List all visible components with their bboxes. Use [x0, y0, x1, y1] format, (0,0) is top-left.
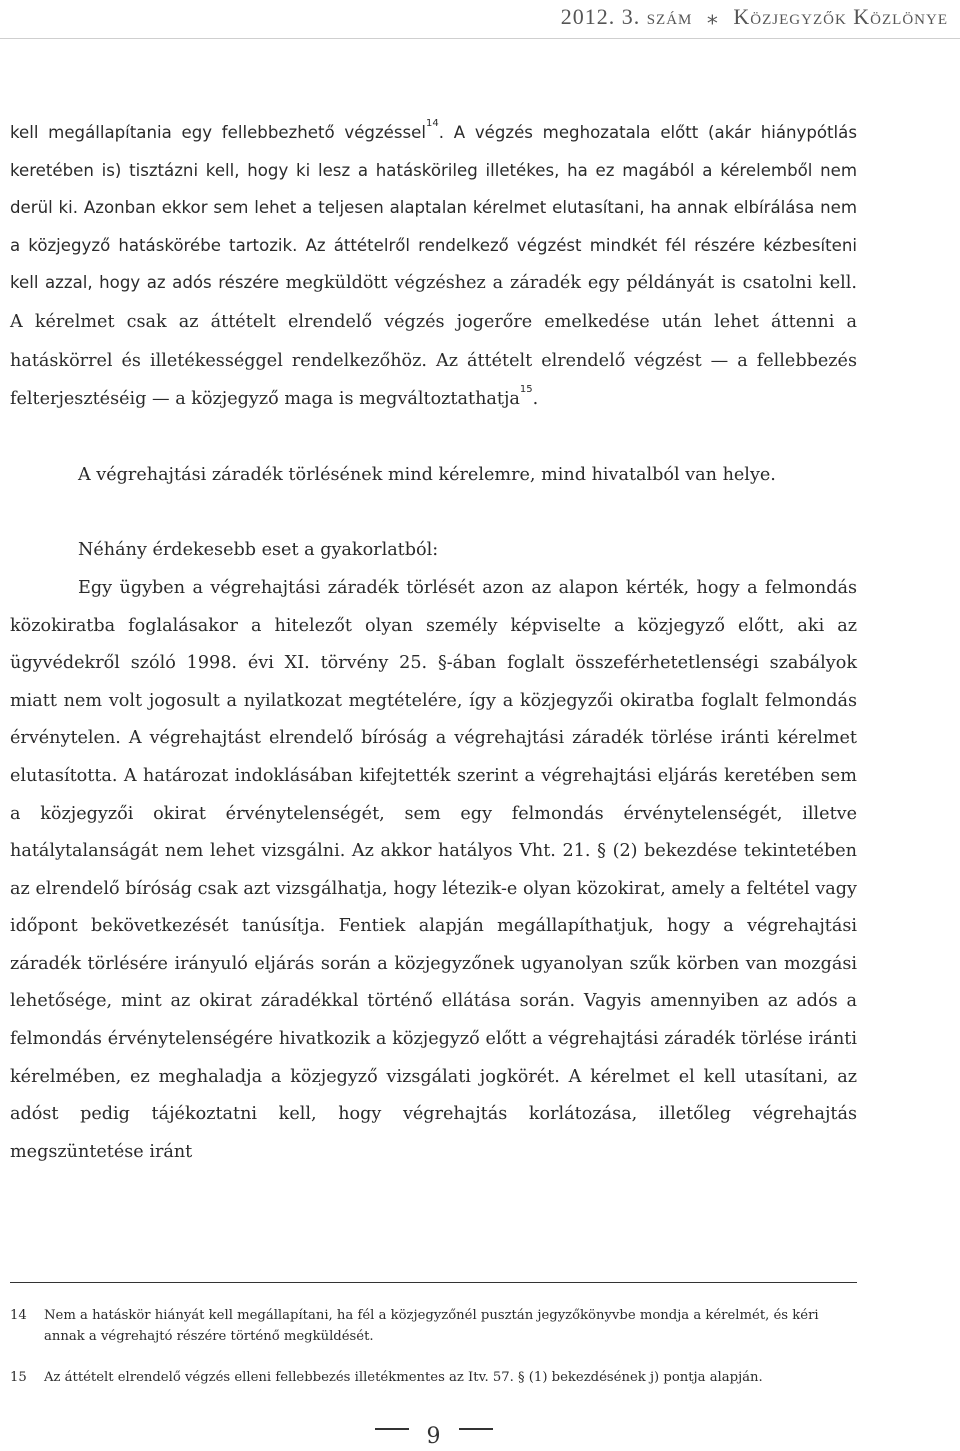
header-separator-star: ⁎	[706, 4, 719, 29]
footnote-text: Nem a hatáskör hiányát kell megállapítani, ha fél a közjegyzőnél pusztán jegyzőkönyvbe mondja a kérelmét, és kéri annak a végrehajtó részére történő megküldését.	[44, 1308, 819, 1344]
paragraph-1	[10, 114, 857, 419]
footnote-number: 14	[10, 1308, 27, 1323]
footnote-text: Az áttételt elrendelő végzés elleni fellebbezés illetékmentes az Itv. 57. § (1) bekezdésének j) pontja alapján.	[44, 1370, 763, 1385]
page-number	[0, 1424, 867, 1449]
footnote-15	[10, 1367, 860, 1388]
paragraph-1-part-3: megküldött végzéshez a záradék egy példányát is csatolni kell. A kérelmet csak az áttételt elrendelő végzés jogerőre emelkedése után lehet áttenni a hatáskörrel és illetékességgel rendelkezőhöz. Az áttételt elrendelő végzést — a fellebbezés felterjesztéséig — a közjegyző maga is megváltoztathatja	[10, 273, 857, 410]
section-heading: Néhány érdekesebb eset a gyakorlatból:	[78, 540, 439, 561]
footnote-number: 15	[10, 1370, 27, 1385]
footnote-ref-15[interactable]: 15	[519, 384, 533, 396]
page-number-value: 9	[426, 1424, 441, 1449]
running-header	[561, 4, 948, 30]
footnotes	[10, 1305, 860, 1408]
footnote-14	[10, 1305, 860, 1347]
footnote-rule	[10, 1282, 857, 1283]
footnote-ref-14[interactable]: 14	[425, 118, 439, 129]
paragraph-1-end: .	[532, 389, 539, 410]
paragraph-2: A végrehajtási záradék törlésének mind kérelemre, mind hivatalból van helye.	[78, 464, 776, 485]
paragraph-1-part-2: . A végzés meghozatala előtt (akár hiánypótlás keretében is) tisztázni kell, hogy ki lesz a hatáskörileg illetékes, ha ez magából a kérelemből nem derül ki. Azonban ekkor sem lehet a teljesen alaptalan kérelmet elutasítani, ha annak elbírálása nem a közjegyző hatáskörébe tartozik. Az áttételről rendelkező végzést mindkét fél részére kézbesíteni kell azzal, hogy az adós részére	[10, 123, 857, 293]
header-rule	[0, 38, 960, 39]
header-issue: 2012. 3.	[560, 4, 641, 29]
body-text	[10, 114, 857, 1171]
paragraph-1-part-1: kell megállapítania egy fellebbezhető végzéssel	[10, 123, 426, 142]
page-number-dash-right	[459, 1428, 493, 1430]
header-journal-title: Közjegyzők Közlönye	[733, 4, 948, 29]
header-szam: szám	[646, 4, 693, 29]
page-number-dash-left	[375, 1428, 409, 1430]
paragraph-4: Egy ügyben a végrehajtási záradék törlését azon az alapon kérték, hogy a felmondás közokiratba foglalásakor a hitelezőt olyan személy képviselte a közjegyző előtt, aki az ügyvédekről szóló 1998. évi XI. törvény 25. §-ában foglalt összeférhetetlenségi szabályok miatt nem volt jogosult a nyilatkozat megtételére, így a közjegyzői okiratba foglalt felmondás érvénytelen. A végrehajtást elrendelő bíróság a végrehajtási záradék törlése iránti kérelmet elutasította. A határozat indoklásában kifejtették szerint a végrehajtási eljárás keretében sem a közjegyzői okirat érvénytelenségét, sem egy felmondás érvénytelenségét, illetve hatálytalanságát nem lehet vizsgálni. Az akkor hatályos Vht. 21. § (2) bekezdése tekintetében az elrendelő bíróság csak azt vizsgálhatja, hogy létezik-e olyan közokirat, amely a feltétel vagy időpont bekövetkezését tanúsítja. Fentiek alapján megállapíthatjuk, hogy a végrehajtási záradék törlésére irányuló eljárás során a közjegyzőnek ugyanolyan szűk körben van mozgási lehetősége, mint az okirat záradékkal történő ellátása során. Vagyis amennyiben az adós a felmondás érvénytelenségére hivatkozik a közjegyző előtt a végrehajtási záradék törlése iránti kérelmében, ez meghaladja a közjegyző vizsgálati jogkörét. A kérelmet el kell utasítani, az adóst pedig tájékoztatni kell, hogy végrehajtás korlátozása, illetőleg végrehajtás megszüntetése iránt	[10, 577, 857, 1162]
